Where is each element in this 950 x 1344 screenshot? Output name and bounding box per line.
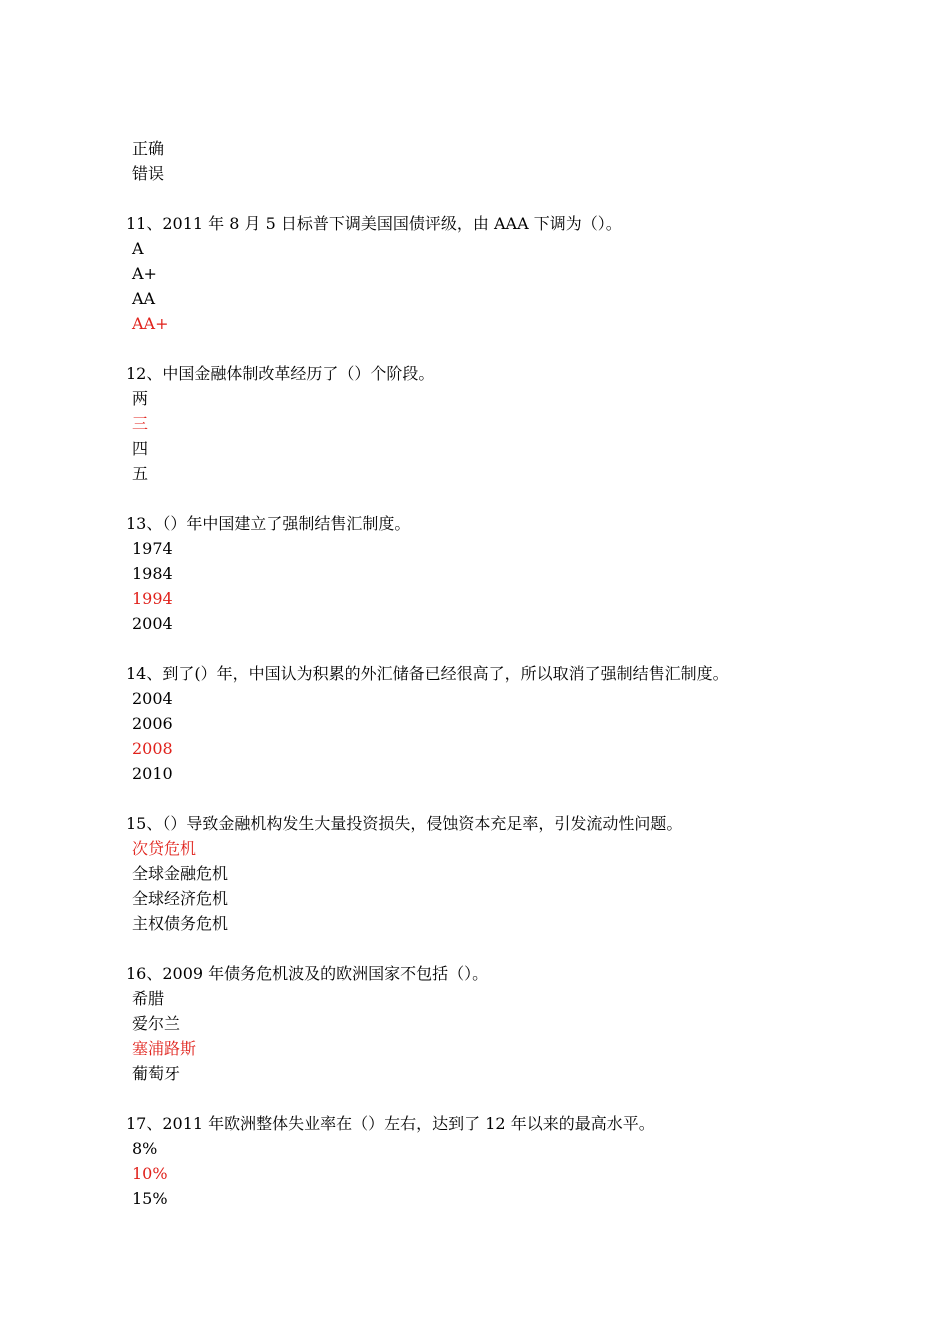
quiz-content <box>126 136 886 1211</box>
answer-option: AA <box>132 289 156 308</box>
answer-option: 2006 <box>132 714 173 733</box>
answer-option: 两 <box>132 389 149 408</box>
answer-option-correct: 三 <box>132 414 149 433</box>
question-spacer <box>126 936 886 961</box>
answer-option-correct: 10% <box>132 1164 168 1183</box>
answer-option: 2004 <box>132 614 173 633</box>
answer-option: 主权债务危机 <box>132 914 229 933</box>
answer-option-correct: 塞浦路斯 <box>132 1039 197 1058</box>
question-spacer <box>126 786 886 811</box>
question-spacer <box>126 636 886 661</box>
answer-option: 2010 <box>132 764 173 783</box>
question-spacer <box>126 1086 886 1111</box>
answer-option-correct: 1994 <box>132 589 173 608</box>
question-text: 17、2011 年欧洲整体失业率在（）左右，达到了 12 年以来的最高水平。 <box>126 1114 655 1133</box>
question-text: 11、2011 年 8 月 5 日标普下调美国国债评级，由 AAA 下调为（）。 <box>126 214 622 233</box>
answer-option: A <box>132 239 144 258</box>
answer-option: 1974 <box>132 539 173 558</box>
question-text: 15、（）导致金融机构发生大量投资损失，侵蚀资本充足率，引发流动性问题。 <box>126 814 683 833</box>
answer-option-correct: 2008 <box>132 739 173 758</box>
answer-option: 五 <box>132 464 149 483</box>
answer-option: 希腊 <box>132 989 165 1008</box>
question-text: 12、中国金融体制改革经历了（）个阶段。 <box>126 364 435 383</box>
question-spacer <box>126 186 886 211</box>
question-spacer <box>126 486 886 511</box>
answer-option: A+ <box>132 264 157 283</box>
answer-option: 错误 <box>132 164 165 183</box>
answer-option: 四 <box>132 439 149 458</box>
answer-option: 15% <box>132 1189 168 1208</box>
answer-option: 葡萄牙 <box>132 1064 181 1083</box>
answer-option-correct: 次贷危机 <box>132 839 197 858</box>
question-text: 16、2009 年债务危机波及的欧洲国家不包括（）。 <box>126 964 489 983</box>
question-spacer <box>126 336 886 361</box>
answer-option: 2004 <box>132 689 173 708</box>
answer-option: 爱尔兰 <box>132 1014 181 1033</box>
answer-option-correct: AA+ <box>132 314 169 333</box>
question-text: 14、到了(）年，中国认为积累的外汇储备已经很高了，所以取消了强制结售汇制度。 <box>126 664 729 683</box>
answer-option: 全球金融危机 <box>132 864 229 883</box>
answer-option: 8% <box>132 1139 158 1158</box>
answer-option: 全球经济危机 <box>132 889 229 908</box>
question-text: 13、（）年中国建立了强制结售汇制度。 <box>126 514 411 533</box>
answer-option: 1984 <box>132 564 173 583</box>
answer-option: 正确 <box>132 139 165 158</box>
